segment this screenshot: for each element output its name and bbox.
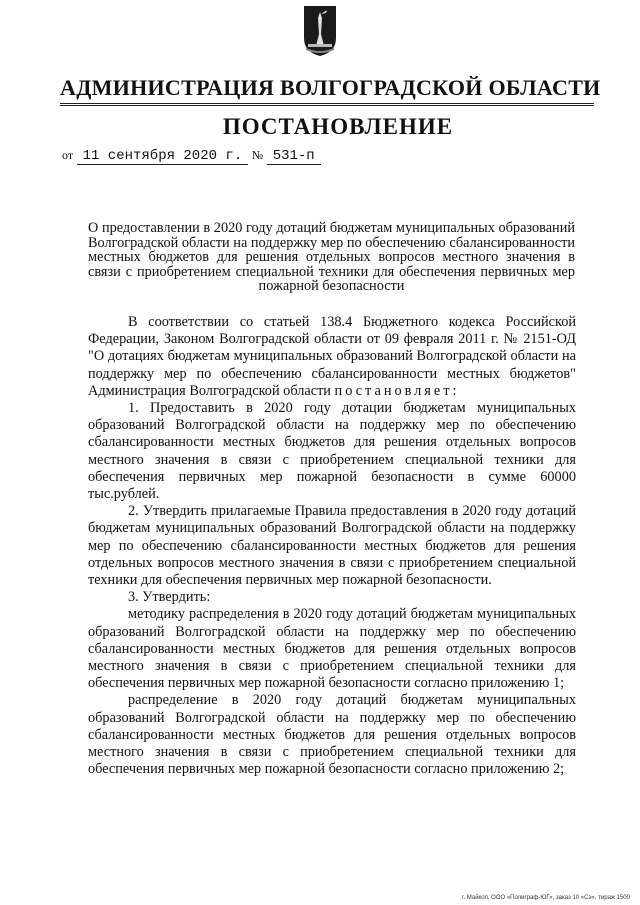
document-number: 531-п: [267, 148, 321, 165]
document-title: О предоставлении в 2020 году дотаций бюджетам муниципальных образований Волгоградской области на поддержку мер по обеспечению сбалансированности местных бюджетов для решения отдельных вопросов местного значения в связи с приобретением специальной техники для обеспечения первичных мер пожарной безопасности: [88, 220, 575, 295]
document-body: [88, 314, 576, 778]
from-label: от: [62, 148, 74, 162]
item-3b: распределение в 2020 году дотаций бюджетам муниципальных образований Волгоградской области на поддержку мер по обеспечению сбалансированности местных бюджетов для решения отдельных вопросов местного значения в связи с приобретением специальной техники для обеспечения первичных мер пожарной безопасности согласно приложению 2;: [88, 692, 576, 778]
number-label: №: [251, 148, 264, 162]
agency-name: АДМИНИСТРАЦИЯ ВОЛГОГРАДСКОЙ ОБЛАСТИ: [60, 75, 594, 106]
item-3a: методику распределения в 2020 году дотаций бюджетам муниципальных образований Волгоградской области на поддержку мер по обеспечению сбалансированности местных бюджетов для решения отдельных вопросов местного значения в связи с приобретением специальной техники для обеспечения первичных мер пожарной безопасности согласно приложению 1;: [88, 606, 576, 692]
preamble-text: В соответствии со статьей 138.4 Бюджетного кодекса Российской Федерации, Законом Волгоградской области от 09 февраля 2011 г. № 2151-ОД "О дотациях бюджетам муниципальных образований Волгоградской области на поддержку мер по обеспечению сбалансированности местных бюджетов" Администрация Волгоградской области: [88, 314, 576, 399]
document-date: 11 сентября 2020 г.: [77, 148, 249, 165]
item-2: 2. Утвердить прилагаемые Правила предоставления в 2020 году дотаций бюджетам муниципальных образований Волгоградской области на поддержку мер по обеспечению сбалансированности местных бюджетов для решения отдельных вопросов местного значения в связи с приобретением специальной техники для обеспечения первичных мер пожарной безопасности.: [88, 503, 576, 589]
date-number-line: [62, 148, 321, 165]
item-1: 1. Предоставить в 2020 году дотации бюджетам муниципальных образований Волгоградской области на поддержку мер по обеспечению сбалансированности местных бюджетов для решения отдельных вопросов местного значения в связи с приобретением специальной техники для обеспечения первичных мер пожарной безопасности в сумме 60000 тыс.рублей.: [88, 400, 576, 503]
preamble-paragraph: [88, 314, 576, 400]
resolves-word: постановляет:: [334, 382, 460, 399]
item-3: 3. Утвердить:: [128, 589, 211, 606]
coat-of-arms-emblem: [302, 4, 338, 58]
document-type: ПОСТАНОВЛЕНИЕ: [222, 114, 454, 139]
printer-footer: г. Майкоп, ООО «Полиграф-ЮГ», заказ 10 «Сэ», тираж 1500: [462, 895, 630, 901]
